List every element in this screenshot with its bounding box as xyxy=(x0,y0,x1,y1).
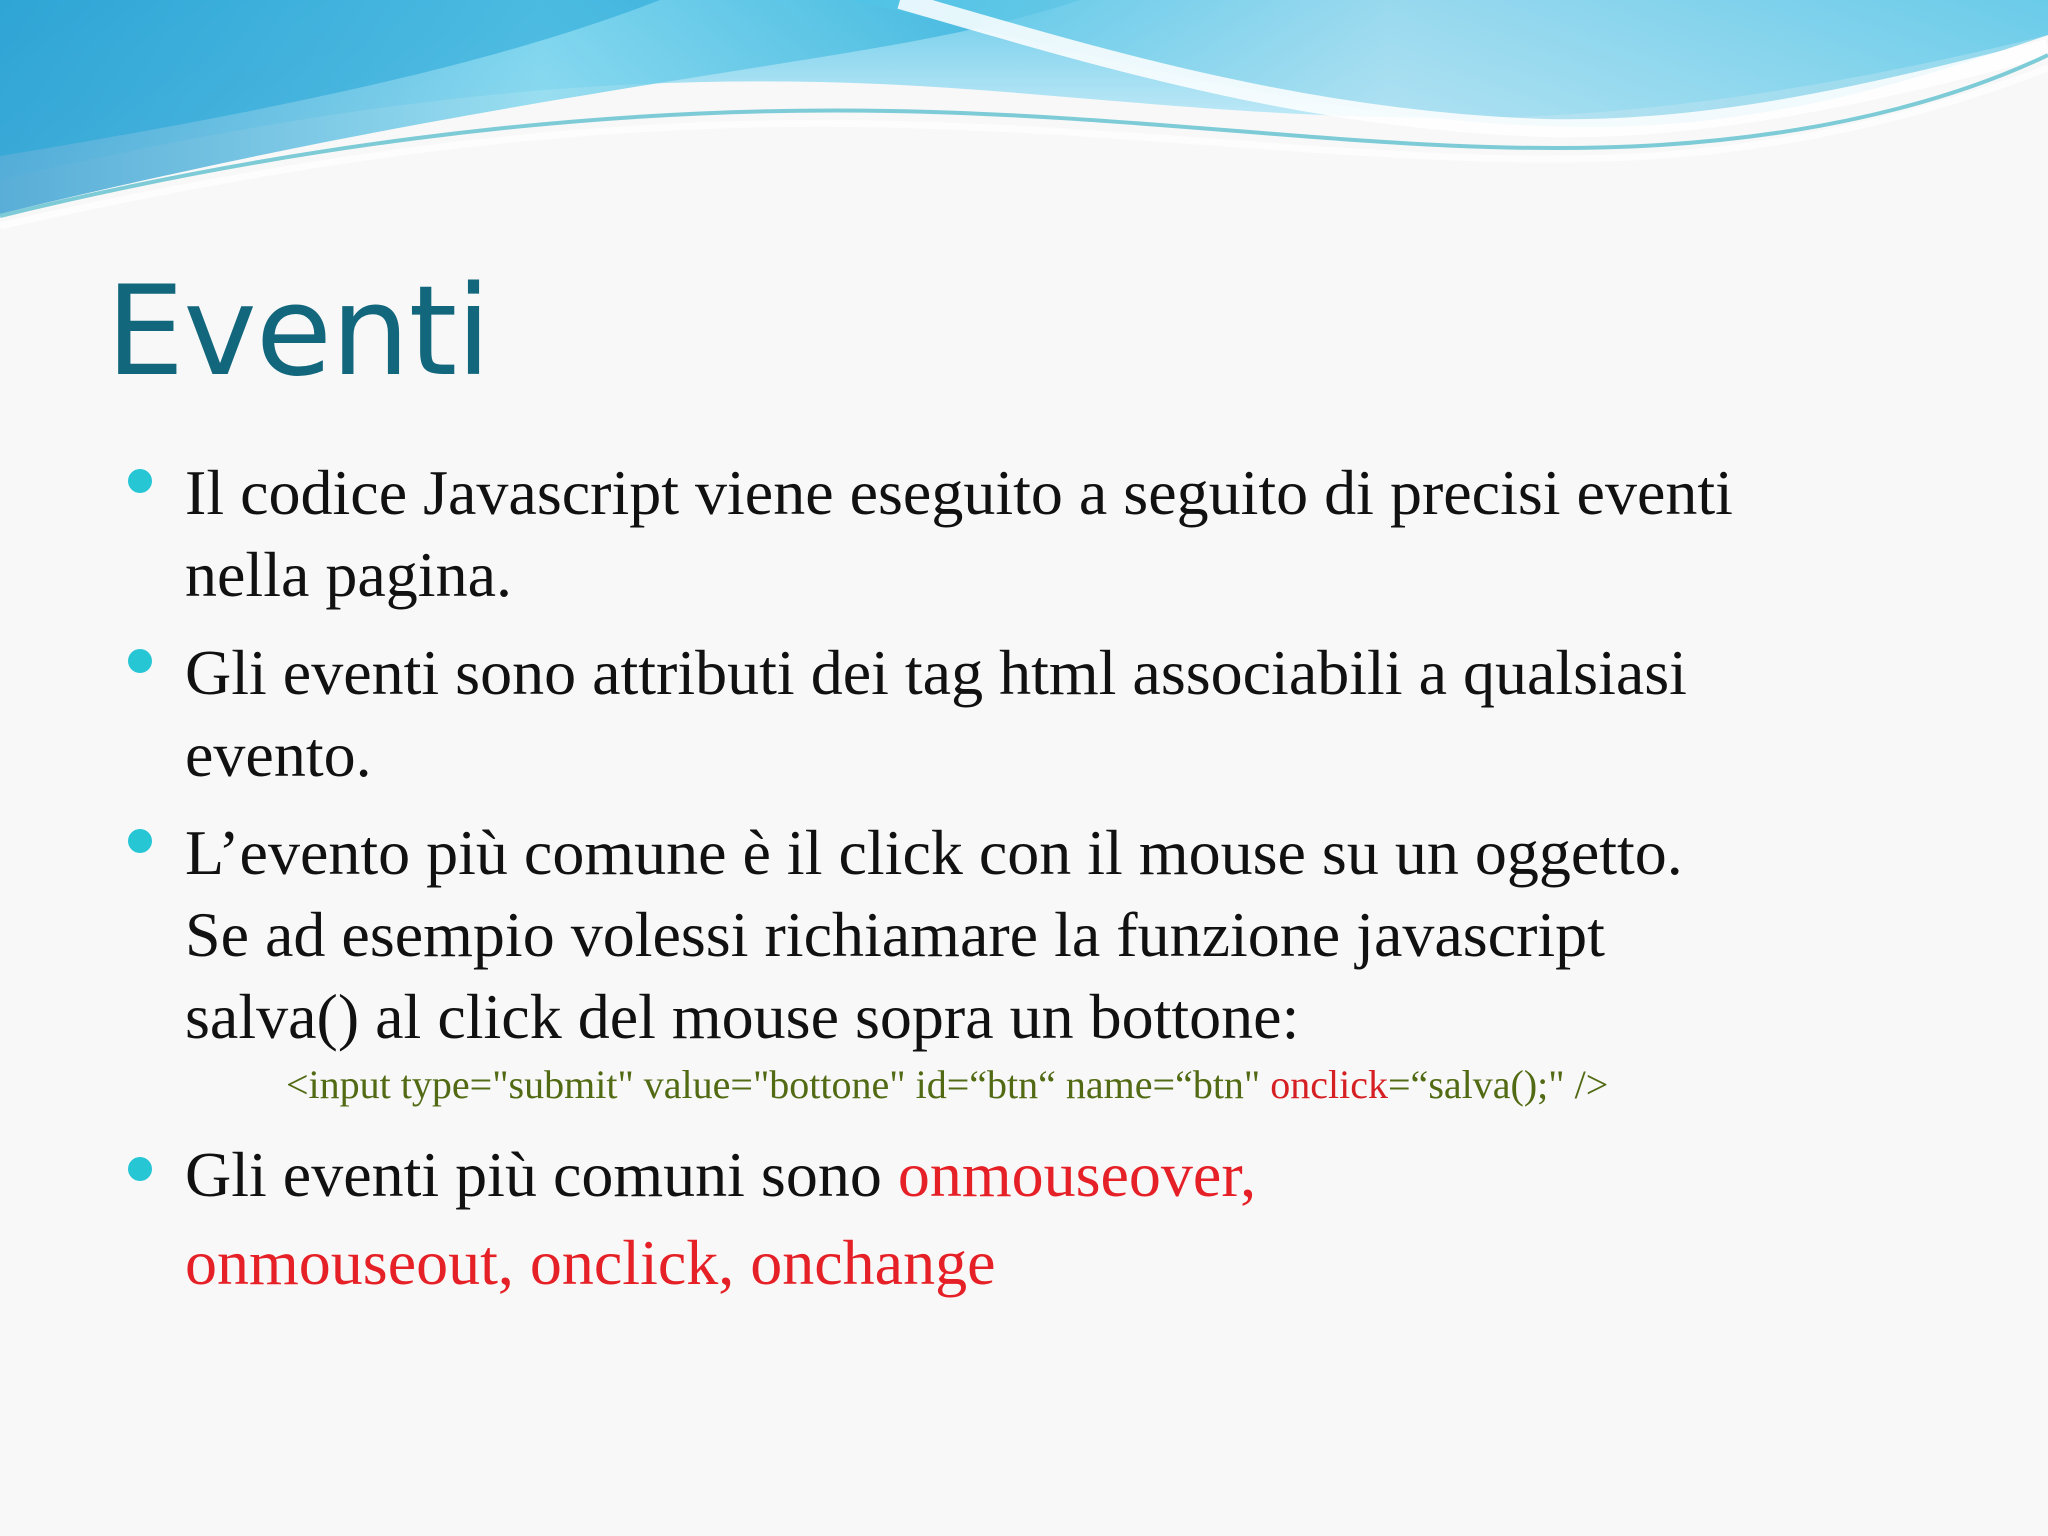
bullet-1-line-2: nella pagina. xyxy=(185,539,512,610)
bullet-dot-icon xyxy=(128,649,152,673)
common-events-highlight-2: onmouseout, onclick, onchange xyxy=(185,1227,996,1298)
code-event-name: onclick xyxy=(1270,1062,1388,1107)
bullet-dot-icon xyxy=(128,469,152,493)
bullet-text-4 xyxy=(185,1134,1985,1310)
bullet-2-line-2: evento. xyxy=(185,719,372,790)
common-events-highlight-1: onmouseover, xyxy=(897,1139,1257,1210)
bullet-dot-icon xyxy=(128,829,152,853)
bullet-4-line-1 xyxy=(185,1134,1985,1222)
code-prefix: <input type="submit" value="bottone" id=“btn“ name=“btn" xyxy=(286,1062,1271,1107)
bullet-3-line-3: salva() al click del mouse sopra un bottone: xyxy=(185,981,1300,1052)
bullet-2-line-1: Gli eventi sono attributi dei tag html associabili a qualsiasi xyxy=(185,637,1687,708)
common-events-prefix: Gli eventi più comuni sono xyxy=(185,1139,898,1210)
code-example xyxy=(286,1058,1608,1112)
bullet-3-line-1: L’evento più comune è il click con il mouse su un oggetto. xyxy=(185,817,1683,888)
code-suffix: =“salva();" /> xyxy=(1388,1062,1609,1107)
bullet-text-2 xyxy=(185,632,1985,796)
bullet-dot-icon xyxy=(128,1157,152,1181)
bullet-1-line-1: Il codice Javascript viene eseguito a seguito di precisi eventi xyxy=(185,457,1733,528)
bullet-3-line-2: Se ad esempio volessi richiamare la funzione javascript xyxy=(185,899,1605,970)
bullet-text-1 xyxy=(185,452,1985,616)
slide-title: Eventi xyxy=(106,260,490,404)
bullet-text-3 xyxy=(185,812,1985,1058)
